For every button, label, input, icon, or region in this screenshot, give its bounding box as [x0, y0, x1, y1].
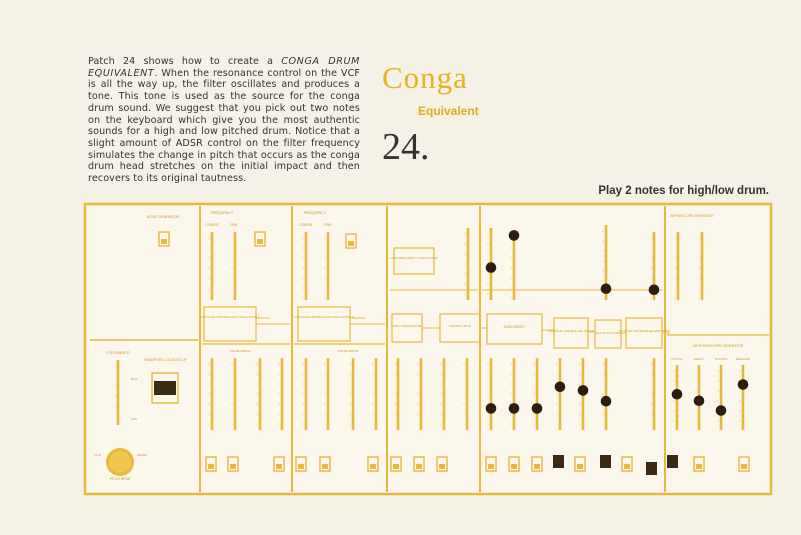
slider-knob [716, 405, 727, 416]
pulse-width-label: PULSE WIDTH [337, 349, 359, 353]
toggle-switch-lever [741, 464, 747, 469]
toggle-switch-lever [393, 464, 399, 469]
slider-knob [649, 285, 660, 296]
toggle-switch-lever [370, 464, 376, 469]
patch-number: 24. [382, 126, 430, 168]
pitch-bend-knob-face [109, 451, 131, 473]
fine-label: FINE [324, 223, 332, 227]
active-switch [646, 462, 657, 475]
attack-label: ATTACK [671, 357, 683, 361]
intro-emphasis: CONGA DRUM EQUIVALENT [88, 56, 360, 79]
ar-label: AR ENVELOPE GENERATOR [670, 214, 714, 218]
toggle-switch-lever [298, 464, 304, 469]
slider-knob [601, 396, 612, 407]
vco1-switch-lever [257, 239, 263, 244]
slider-knob [578, 385, 589, 396]
active-switch [667, 455, 678, 468]
toggle-switch-lever [624, 464, 630, 469]
lfo-label: LOW FREQUENCY OSCILLATOR [390, 256, 438, 260]
adsr-label: ADSR ENVELOPE GENERATOR [692, 344, 744, 348]
toggle-switch-lever [416, 464, 422, 469]
coarse-label: COARSE [299, 223, 313, 227]
toggle-switch-lever [511, 464, 517, 469]
slider-knob [601, 283, 612, 294]
transpose-switch-lever [154, 381, 176, 395]
vco1-label: VOLTAGE CONTROLLED OSCILLATOR 1 [200, 315, 260, 319]
vco2-label: VOLTAGE CONTROLLED OSCILLATOR 2 [294, 315, 354, 319]
frequency-label: FREQUENCY [210, 211, 234, 215]
hpf-label: HIGH PASS FILTER [594, 331, 622, 335]
decay-label: DECAY [693, 357, 705, 361]
pulse-width-label: PULSE WIDTH [229, 349, 251, 353]
portamento-label: PORTAMENTO [106, 351, 130, 355]
pitch-bend-label: PITCH BEND [109, 477, 131, 481]
frequency-label: FREQUENCY [303, 211, 327, 215]
slider-knob [509, 230, 520, 241]
toggle-switch-lever [439, 464, 445, 469]
toggle-switch-lever [488, 464, 494, 469]
toggle-switch-lever [696, 464, 702, 469]
play-instruction: Play 2 notes for high/low drum. [598, 185, 769, 197]
vca-label: VOLTAGE CONTROLLED AMPLIFIER [618, 329, 670, 333]
patch-title: Conga [382, 60, 468, 95]
slider-knob [555, 382, 566, 393]
intro-body: . When the resonance control on the VCF is all the way up, the filter oscillates and produces a tone. This tone is used as the source for the conga drum sound. We suggest that you pick out two notes on the keyboard which give you the most authentic sounds for a high and low pitched drum. Notice that a slight amount of ADSR control on the filter frequency simulates the change in pitch that occurs as the conga drum head stretches on the initial impact and then recovers to its original tautness. [88, 67, 360, 185]
toggle-switch-lever [534, 464, 540, 469]
toggle-switch-lever [276, 464, 282, 469]
toggle-switch-lever [322, 464, 328, 469]
noise-switch-lever [161, 239, 167, 244]
slider-knob [509, 403, 520, 414]
vco2-switch-lever [348, 241, 354, 246]
patch-subtitle: Equivalent [418, 104, 479, 118]
intro-lead: Patch 24 shows how to create a [88, 56, 282, 67]
slider-knob [532, 403, 543, 414]
active-switch [553, 455, 564, 468]
slider-knob [486, 403, 497, 414]
transpose-label: TRANSPOSE 2 OCTAVES UP [143, 358, 187, 362]
slider-knob [738, 379, 749, 390]
toggle-switch-lever [230, 464, 236, 469]
toggle-switch-lever [577, 464, 583, 469]
ring-mod-label: RING MODULATOR [392, 324, 422, 328]
toggle-switch-lever [208, 464, 214, 469]
sample-hold-label: SAMPLE HOLD [448, 324, 472, 328]
fine-label: FINE [230, 223, 238, 227]
slider-knob [486, 262, 497, 273]
release-label: RELEASE [736, 357, 750, 361]
vcf-label: VOLTAGE CONTROLLED FILTER [547, 329, 595, 333]
coarse-label: COARSE [205, 223, 219, 227]
slider-knob [694, 395, 705, 406]
active-switch [600, 455, 611, 468]
noise-generator-label: NOISE GENERATOR [146, 215, 180, 219]
min-label: MIN [131, 417, 137, 421]
flat-label: FLAT [94, 453, 102, 457]
max-label: MAX [130, 377, 138, 381]
audio-mixer-label: AUDIO MIXER [503, 325, 525, 329]
sharp-label: SHARP [136, 453, 148, 457]
sustain-label: SUSTAIN [714, 357, 728, 361]
slider-knob [672, 389, 683, 400]
